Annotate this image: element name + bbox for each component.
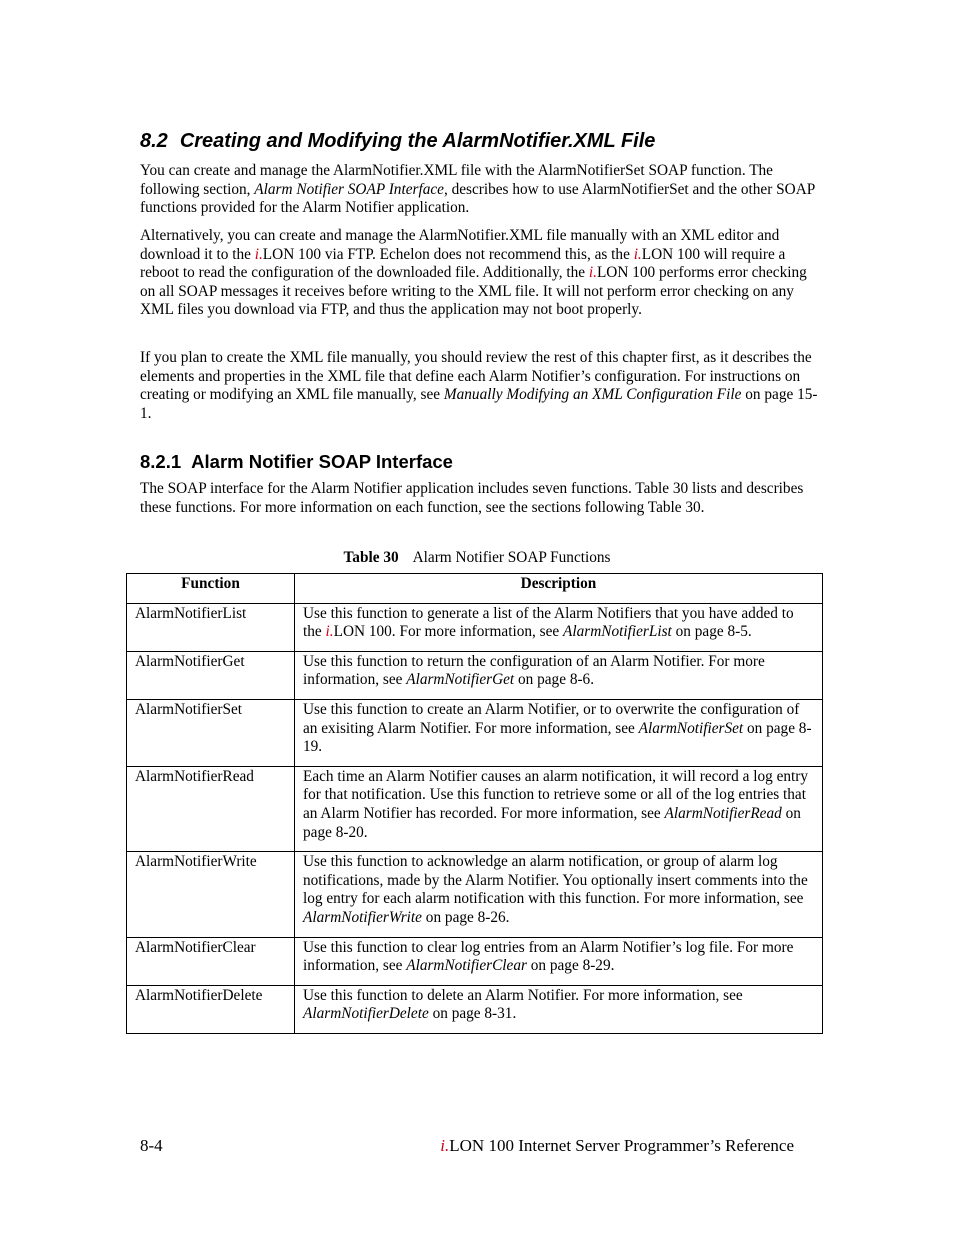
brand-prefix: i. <box>633 245 642 263</box>
text-run: on page 8-31. <box>428 1005 517 1023</box>
text-run: on page 8-19. <box>303 719 812 756</box>
footer-book-title <box>440 1136 794 1156</box>
description-cell <box>295 699 823 766</box>
text-run: Use this function to generate a list of the Alarm Notifiers that you have added to the <box>303 604 794 641</box>
subsection-heading <box>140 451 453 473</box>
text-run: Alternatively, you can create and manage the AlarmNotifier.XML file manually with an XML editor and download it to the <box>140 227 780 263</box>
paragraph-manual <box>140 349 820 423</box>
text-run: LON 100. For more information, see <box>333 623 564 641</box>
function-name-cell: AlarmNotifierDelete <box>127 985 295 1033</box>
function-name-cell: AlarmNotifierList <box>127 603 295 651</box>
text-run: Use this function to acknowledge an alarm notification, or group of alarm log notifications, made by the Alarm Notifier. You optionally insert comments into the log entry for each alarm notification with this function. For more information, see <box>303 853 808 908</box>
description-cell <box>295 937 823 985</box>
cross-reference: AlarmNotifierRead <box>664 804 782 822</box>
paragraph-intro <box>140 162 820 218</box>
brand-prefix: i. <box>440 1136 450 1155</box>
text-run: on page 15-1. <box>140 386 818 422</box>
footer-page-number: 8-4 <box>140 1136 163 1155</box>
column-header-function: Function <box>127 574 295 604</box>
cross-reference: AlarmNotifierSet <box>638 719 744 737</box>
text-run: on page 8-6. <box>514 671 595 689</box>
cross-reference: Alarm Notifier SOAP Interface <box>254 180 444 198</box>
description-cell <box>295 603 823 651</box>
text-run: Use this function to create an Alarm Notifier, or to overwrite the configuration of an exisiting Alarm Notifier. For more information, see <box>303 700 800 737</box>
table-caption-title: Alarm Notifier SOAP Functions <box>412 549 611 566</box>
description-cell <box>295 766 823 851</box>
table-row <box>127 937 823 985</box>
cross-reference: AlarmNotifierClear <box>406 957 527 975</box>
description-cell <box>295 852 823 937</box>
text-run: , describes how to use AlarmNotifierSet and the other SOAP functions provided for the Alarm Notifier application. <box>140 180 815 217</box>
text-run: LON 100 will require a reboot to read the configuration of the downloaded file. Additionally, the <box>140 245 786 282</box>
table-caption <box>0 549 954 567</box>
subsection-number: 8.2.1 <box>140 451 182 472</box>
text-run: Use this function to clear log entries from an Alarm Notifier’s log file. For more information, see <box>303 938 794 975</box>
brand-prefix: i. <box>588 264 597 282</box>
table-row <box>127 651 823 699</box>
paragraph-soap-interface <box>140 480 820 517</box>
text-run: Use this function to return the configuration of an Alarm Notifier. For more information, see <box>303 652 765 689</box>
function-name-cell: AlarmNotifierGet <box>127 651 295 699</box>
text-run: Use this function to delete an Alarm Notifier. For more information, see <box>303 986 743 1004</box>
description-cell <box>295 651 823 699</box>
section-title: Creating and Modifying the AlarmNotifier.XML File <box>179 130 656 152</box>
table-row <box>127 603 823 651</box>
text-run: LON 100 performs error checking on all SOAP messages it receives before writing to the XML file. It will not perform error checking on any XML files you download via FTP, and thus the application may not boot properly. <box>140 264 807 319</box>
table-row <box>127 985 823 1033</box>
text-run: on page 8-5. <box>671 623 752 641</box>
function-name-cell: AlarmNotifierSet <box>127 699 295 766</box>
cross-reference: AlarmNotifierList <box>563 623 672 641</box>
cross-reference: AlarmNotifierWrite <box>303 908 422 926</box>
paragraph-alternative <box>140 227 820 320</box>
function-name-cell: AlarmNotifierClear <box>127 937 295 985</box>
text-run: LON 100 via FTP. Echelon does not recommend this, as the <box>262 245 634 263</box>
text-run: on page 8-26. <box>421 908 510 926</box>
function-name-cell: AlarmNotifierRead <box>127 766 295 851</box>
column-header-description: Description <box>295 574 823 604</box>
footer-title-text: LON 100 Internet Server Programmer’s Reference <box>449 1136 794 1155</box>
table-header-row <box>127 574 823 604</box>
text-run: on page 8-29. <box>526 957 615 975</box>
table-row <box>127 766 823 851</box>
section-heading <box>140 130 655 153</box>
subsection-title: Alarm Notifier SOAP Interface <box>191 451 453 472</box>
text-run: If you plan to create the XML file manually, you should review the rest of this chapter first, as it describes the elements and properties in the XML file that define each Alarm Notifier’s configuration. For instructions on creating or modifying an XML file manually, see <box>140 349 812 404</box>
text-run: on page 8-20. <box>303 804 801 841</box>
soap-functions-table <box>126 573 823 1034</box>
function-name-cell: AlarmNotifierWrite <box>127 852 295 937</box>
brand-prefix: i. <box>254 245 263 263</box>
cross-reference: AlarmNotifierGet <box>406 671 515 689</box>
cross-reference: AlarmNotifierDelete <box>303 1005 429 1023</box>
text-run: Each time an Alarm Notifier causes an alarm notification, it will record a log entry for that notification. Use this function to retrieve some or all of the log entries that an Alarm Notifier has recorded. For more information, see <box>303 767 809 822</box>
description-cell <box>295 985 823 1033</box>
table-caption-label: Table 30 <box>343 549 399 566</box>
cross-reference: Manually Modifying an XML Configuration File <box>443 386 742 404</box>
brand-prefix: i. <box>325 623 334 641</box>
table-row <box>127 852 823 937</box>
section-number: 8.2 <box>140 130 168 152</box>
text-run: You can create and manage the AlarmNotifier.XML file with the AlarmNotifierSet SOAP function. The following section, <box>140 162 773 198</box>
table-row <box>127 699 823 766</box>
text-run: The SOAP interface for the Alarm Notifier application includes seven functions. Table 30 lists and describes these functions. For more information on each function, see the sections following Table 30. <box>140 480 804 516</box>
